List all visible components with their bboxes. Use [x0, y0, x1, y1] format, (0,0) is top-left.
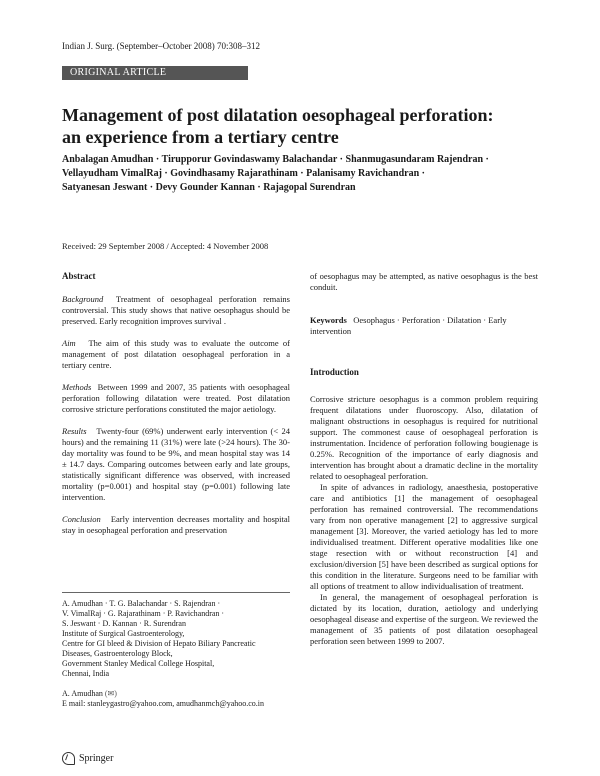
received-dates: Received: 29 September 2008 / Accepted: 4 November 2008	[62, 241, 269, 251]
abstract-results	[62, 426, 290, 503]
affiliation-authors-line: V. VimalRaj · G. Rajarathinam · P. Ravichandran ·	[62, 609, 225, 618]
author-line: Satyanesan Jeswant · Devy Gounder Kannan · Rajagopal Surendran	[62, 182, 356, 193]
author-list	[62, 153, 552, 195]
corresponding-name: A. Amudhan	[62, 689, 103, 698]
institute-line: Diseases, Gastroenterology Block,	[62, 649, 173, 658]
background-text: Treatment of oesophageal perforation remains controversial. This study shows that native oesophagus should be preserved. Early recognition improves survival .	[62, 294, 290, 326]
results-text: Twenty-four (69%) underwent early intervention (< 24 hours) and the remaining 11 (31%) were late (>24 hours). The 30-day mortality was found to be 9%, and mean hospital stay was 14 ± 14.7 days. Comparing outcomes between early and late groups, statistically significant difference was observed, with increased mortality (p=0.001) and hospital stay (p=0.001) following late intervention.	[62, 426, 290, 502]
conclusion-label: Conclusion	[62, 514, 101, 524]
institute-line: Centre for GI bleed & Division of Hepato Biliary Pancreatic	[62, 639, 256, 648]
institute-line: Institute of Surgical Gastroenterology,	[62, 629, 185, 638]
title-line-2: an experience from a tertiary centre	[62, 127, 339, 147]
aim-label: Aim	[62, 338, 76, 348]
affiliation-block	[62, 592, 290, 709]
results-label: Results	[62, 426, 87, 436]
intro-paragraph: Corrosive stricture oesophagus is a common problem requiring frequent dilatations under fluoroscopy. Also, dilatation of malignant obstructions in oesophagus is required for nutritional support. The commonest cause of oesophageal perforation is instrumentation. Incidence of perforation following bougienage is 0.25%. Recognition of the importance of early diagnosis and intervention has brought about a dramatic decline in the mortality related to oesophageal perforation.	[310, 394, 538, 481]
keywords-text: Oesophagus · Perforation · Dilatation · Early intervention	[310, 315, 507, 336]
methods-label: Methods	[62, 382, 92, 392]
affiliation-authors-line: S. Jeswant · D. Kannan · R. Surendran	[62, 619, 186, 628]
methods-text: Between 1999 and 2007, 35 patients with oesophageal perforation following dilatation were treated. Post dilatation corrosive stricture perforations constituted the major aetiology.	[62, 382, 290, 414]
intro-paragraph: In spite of advances in radiology, anaesthesia, postoperative care and antibiotics [1] the management of oesophageal perforation has remained controversial. The recommendations vary from non operative management [2] to aggressive surgical management [3]. Moreover, the varied aetiology has led to more individualised treatment. Different operative modalities like one stage resection with or without reconstruction [4] and exclusion/diversion [5] have been described as surgical options for this condition in the literature. Surgeons need to be familiar with all options of treatment to allow individualisation of treatment.	[310, 482, 538, 591]
envelope-icon: (✉)	[104, 689, 117, 698]
institute-line: Chennai, India	[62, 669, 110, 678]
title-line-1: Management of post dilatation oesophageal perforation:	[62, 105, 494, 125]
abstract-background	[62, 294, 290, 327]
springer-logo-icon	[62, 752, 75, 765]
journal-reference: Indian J. Surg. (September–October 2008) 70:308–312	[62, 41, 261, 51]
publisher-name: Springer	[79, 753, 114, 764]
institute-line: Government Stanley Medical College Hospital,	[62, 659, 215, 668]
abstract-aim	[62, 338, 290, 371]
abstract-methods	[62, 382, 290, 415]
abstract-conclusion	[62, 514, 290, 536]
right-column	[310, 271, 538, 647]
aim-text: The aim of this study was to evaluate the outcome of management of post dilatation oesophageal perforation in a tertiary centre.	[62, 338, 290, 370]
affiliation-authors-line: A. Amudhan · T. G. Balachandar · S. Rajendran ·	[62, 599, 221, 608]
conclusion-text: Early intervention decreases mortality and hospital stay in oesophageal perforation and preservation	[62, 514, 290, 535]
page-footer	[62, 752, 113, 765]
background-label: Background	[62, 294, 104, 304]
section-label: ORIGINAL ARTICLE	[62, 66, 248, 80]
keywords	[310, 315, 538, 337]
left-column	[62, 271, 290, 536]
author-line: Vellayudham VimalRaj · Govindhasamy Rajarathinam · Palanisamy Ravichandran ·	[62, 168, 426, 179]
keywords-label: Keywords	[310, 315, 347, 325]
introduction-heading: Introduction	[310, 367, 359, 377]
author-line: Anbalagan Amudhan · Tirupporur Govindaswamy Balachandar · Shanmugasundaram Rajendran ·	[62, 154, 489, 165]
article-title	[62, 104, 552, 148]
email-line: E mail: stanleygastro@yahoo.com, amudhanmch@yahoo.co.in	[62, 699, 265, 708]
corresponding-author	[62, 689, 290, 699]
intro-paragraph: In general, the management of oesophageal perforation is dictated by its location, duration, aetiology and underlying oesophageal disease and expertise of the surgeon. We reviewed the management of 35 patients of post dilatation oesophageal perforation seen between 1999 to 2007.	[310, 592, 538, 646]
conclusion-continued: of oesophagus may be attempted, as native oesophagus is the best conduit.	[310, 271, 538, 292]
abstract-heading: Abstract	[62, 271, 96, 281]
